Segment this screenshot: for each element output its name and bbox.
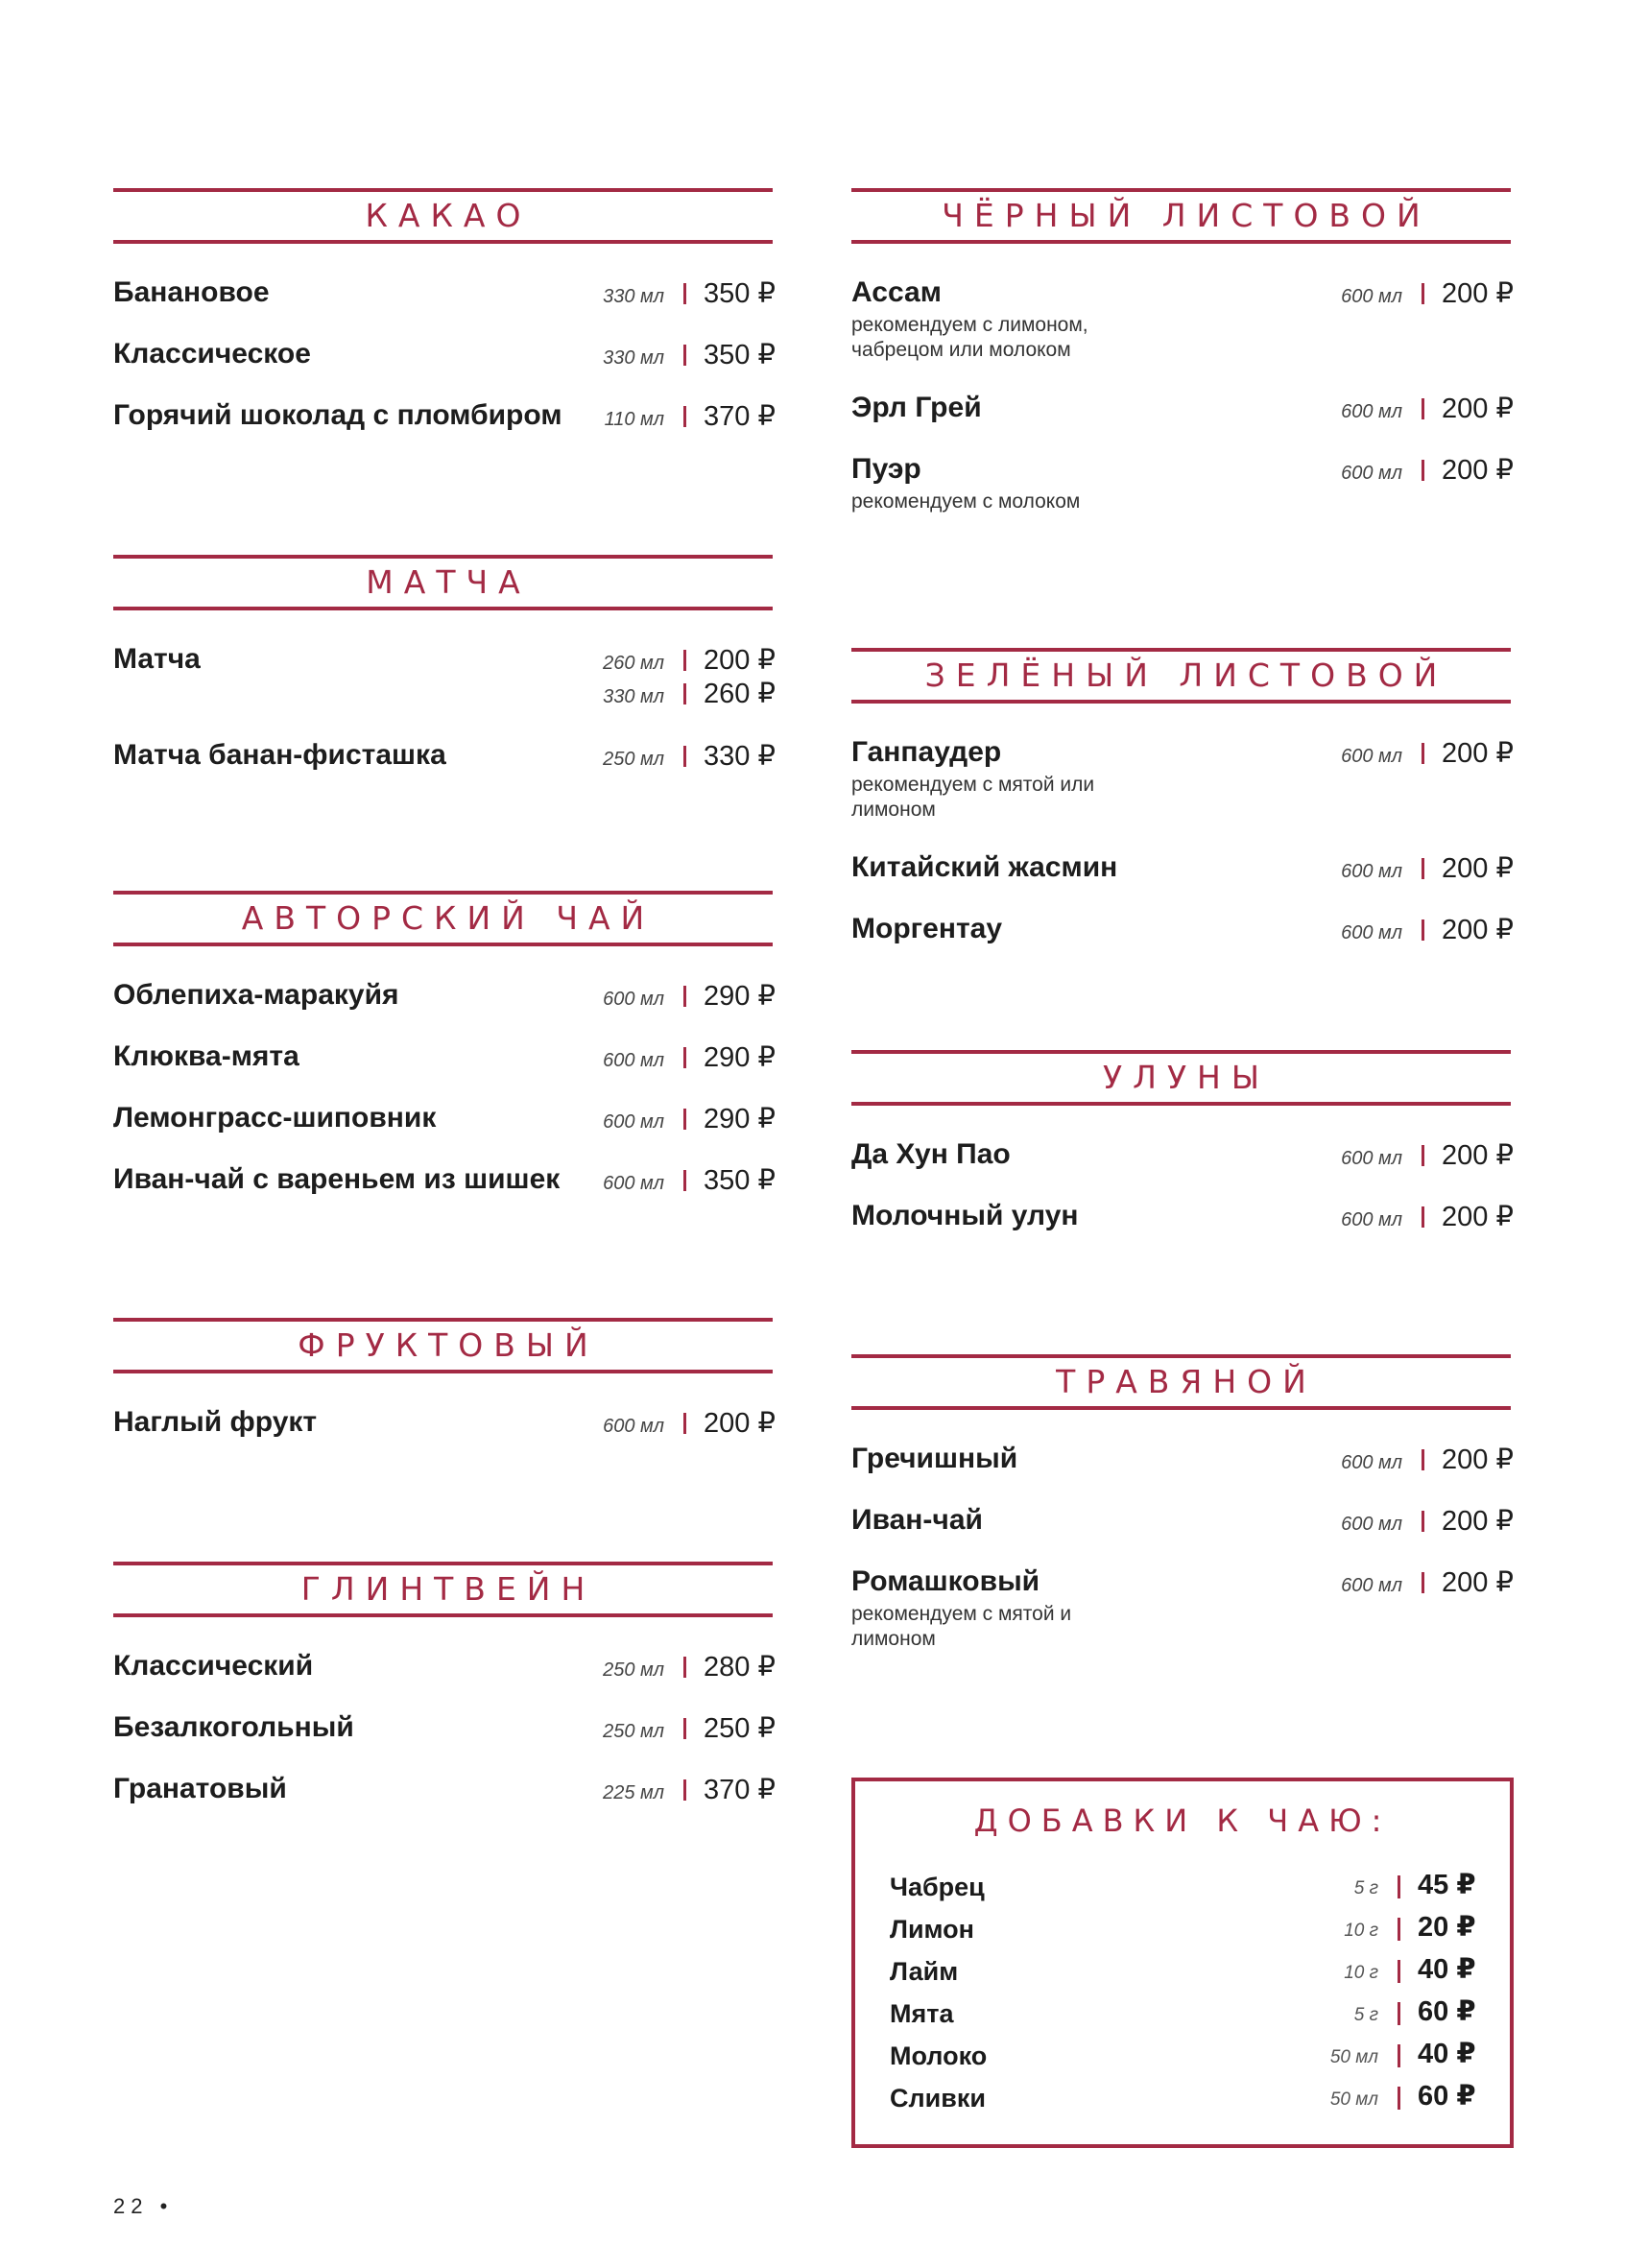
menu-section <box>851 1354 1514 1681</box>
price-block <box>1314 1565 1514 1599</box>
price-block <box>1314 1138 1514 1172</box>
section-header <box>113 555 773 610</box>
section-title: МАТЧА <box>366 563 531 601</box>
addon-price: 60 ₽ <box>1418 2081 1476 2112</box>
page-number: 22 • <box>113 2194 174 2218</box>
price-separator <box>1422 460 1424 481</box>
item-name: Иван-чай <box>851 1504 983 1536</box>
item-volume: 600 мл <box>603 1416 664 1437</box>
price-row <box>576 979 776 1013</box>
price-row <box>576 1711 776 1745</box>
price-row <box>1314 1565 1514 1599</box>
item-price: 200 ₽ <box>1442 1444 1514 1475</box>
price-separator <box>683 650 686 671</box>
menu-item <box>851 1565 1514 1652</box>
tea-addons-box <box>851 1778 1514 2148</box>
item-volume: 250 мл <box>603 749 664 770</box>
price-block <box>1314 851 1514 885</box>
menu-section <box>113 1318 776 1468</box>
item-price: 350 ₽ <box>704 278 776 309</box>
item-volume: 600 мл <box>1341 1514 1402 1535</box>
addon-name: Мята <box>890 1999 954 2028</box>
item-name: Гречишный <box>851 1443 1018 1474</box>
menu-item <box>113 338 776 370</box>
addon-item <box>890 2037 1475 2079</box>
item-volume: 330 мл <box>603 286 664 307</box>
item-price: 290 ₽ <box>704 1042 776 1073</box>
item-price: 250 ₽ <box>704 1713 776 1744</box>
price-block <box>576 1163 776 1197</box>
item-volume: 600 мл <box>603 1173 664 1194</box>
menu-item <box>851 1504 1514 1537</box>
section-title: ЗЕЛЁНЫЙ ЛИСТОВОЙ <box>924 657 1448 694</box>
item-volume: 600 мл <box>603 1050 664 1071</box>
addon-price: 40 ₽ <box>1418 1954 1476 1985</box>
price-separator <box>683 746 686 767</box>
menu-items <box>851 1443 1514 1652</box>
price-separator <box>683 345 686 366</box>
item-name: Наглый фрукт <box>113 1406 318 1438</box>
section-header <box>113 891 773 946</box>
price-separator <box>1422 1572 1424 1593</box>
section-header <box>851 648 1511 704</box>
price-block <box>1314 1443 1514 1476</box>
addon-price-block <box>1302 1952 1475 1991</box>
price-block <box>576 276 776 310</box>
price-row <box>1314 851 1514 885</box>
menu-item <box>851 851 1514 884</box>
menu-item <box>851 453 1514 514</box>
menu-item <box>113 643 776 710</box>
price-separator <box>683 1047 686 1068</box>
addon-item <box>890 1910 1475 1952</box>
menu-item <box>113 979 776 1012</box>
item-name: Моргентау <box>851 913 1003 944</box>
price-row <box>576 1163 776 1197</box>
menu-item <box>851 1138 1514 1171</box>
item-name: Иван-чай с вареньем из шишек <box>113 1163 561 1195</box>
section-header <box>113 188 773 244</box>
price-row <box>576 1650 776 1683</box>
addon-price-block <box>1302 1994 1475 2033</box>
menu-items <box>113 643 776 772</box>
menu-item <box>113 1163 776 1196</box>
price-row <box>1314 1138 1514 1172</box>
item-name: Облепиха-маракуйя <box>113 979 399 1011</box>
menu-item <box>113 1711 776 1744</box>
menu-item <box>113 1650 776 1683</box>
item-price: 200 ₽ <box>1442 278 1514 309</box>
price-block <box>1314 276 1514 310</box>
menu-section <box>113 188 776 461</box>
price-separator <box>683 406 686 427</box>
item-price: 330 ₽ <box>704 741 776 772</box>
section-title: КАКАО <box>365 197 532 234</box>
item-name: Гранатовый <box>113 1773 287 1804</box>
item-note: рекомендуем с молоком <box>851 490 1081 513</box>
price-row <box>576 677 776 710</box>
item-price: 280 ₽ <box>704 1652 776 1683</box>
section-title: ГЛИНТВЕЙН <box>300 1570 596 1608</box>
item-name: Матча <box>113 643 201 675</box>
item-name: Ромашковый <box>851 1565 1040 1597</box>
price-block <box>576 1773 776 1806</box>
menu-item <box>851 276 1514 363</box>
item-name: Матча банан-фисташка <box>113 739 446 771</box>
item-name: Ассам <box>851 276 942 308</box>
addon-price-block <box>1302 2079 1475 2117</box>
item-price: 200 ₽ <box>1442 394 1514 424</box>
item-volume: 600 мл <box>1341 1148 1402 1169</box>
menu-items <box>851 1138 1514 1232</box>
addon-price: 40 ₽ <box>1418 2039 1476 2069</box>
menu-item <box>851 1200 1514 1232</box>
addon-item <box>890 2079 1475 2121</box>
price-separator <box>683 1413 686 1434</box>
price-row <box>1314 453 1514 487</box>
section-header <box>113 1562 773 1617</box>
price-block <box>576 1040 776 1074</box>
item-volume: 600 мл <box>1341 1575 1402 1596</box>
addon-price-block <box>1302 1868 1475 1906</box>
price-row <box>576 276 776 310</box>
menu-item <box>113 739 776 772</box>
item-price: 350 ₽ <box>704 1165 776 1196</box>
item-name: Эрл Грей <box>851 392 982 423</box>
item-volume: 600 мл <box>1341 922 1402 943</box>
item-price: 200 ₽ <box>1442 915 1514 945</box>
menu-item <box>113 1102 776 1134</box>
menu-item <box>113 1773 776 1805</box>
item-volume: 250 мл <box>603 1721 664 1742</box>
price-row <box>576 1773 776 1806</box>
price-separator <box>1422 1511 1424 1532</box>
item-volume: 600 мл <box>603 989 664 1010</box>
item-name: Классический <box>113 1650 314 1682</box>
price-row <box>1314 1200 1514 1233</box>
price-separator <box>1422 858 1424 879</box>
menu-section <box>113 555 776 800</box>
price-block <box>576 1102 776 1135</box>
item-price: 200 ₽ <box>704 1408 776 1439</box>
addon-price: 45 ₽ <box>1418 1870 1476 1900</box>
price-separator <box>1398 2087 1400 2110</box>
price-separator <box>683 683 686 704</box>
item-name: Классическое <box>113 338 311 370</box>
item-volume: 600 мл <box>1341 1209 1402 1230</box>
price-separator <box>1398 1918 1400 1941</box>
item-price: 290 ₽ <box>704 1104 776 1134</box>
item-volume: 330 мл <box>603 686 664 707</box>
price-block <box>576 1650 776 1683</box>
addon-amount: 10 г <box>1344 1921 1378 1941</box>
price-separator <box>1398 1960 1400 1983</box>
price-block <box>1314 453 1514 487</box>
item-price: 200 ₽ <box>704 645 776 676</box>
menu-items <box>113 276 776 432</box>
menu-items <box>113 1406 776 1439</box>
item-price: 200 ₽ <box>1442 853 1514 884</box>
price-block <box>576 338 776 371</box>
price-row <box>576 1040 776 1074</box>
item-name: Да Хун Пао <box>851 1138 1011 1170</box>
section-header <box>851 188 1511 244</box>
item-volume: 600 мл <box>1341 1452 1402 1473</box>
item-price: 260 ₽ <box>704 679 776 709</box>
price-separator <box>1422 398 1424 419</box>
price-row <box>1314 392 1514 425</box>
item-volume: 250 мл <box>603 1659 664 1681</box>
item-volume: 600 мл <box>1341 861 1402 882</box>
price-separator <box>683 283 686 304</box>
price-separator <box>683 986 686 1007</box>
price-separator <box>683 1657 686 1678</box>
item-volume: 330 мл <box>603 347 664 369</box>
price-block <box>1314 736 1514 770</box>
price-row <box>1314 913 1514 946</box>
item-name: Китайский жасмин <box>851 851 1118 883</box>
menu-items <box>851 276 1514 514</box>
menu-item <box>113 276 776 309</box>
item-note: рекомендуем с мятой и лимоном <box>851 1603 1072 1650</box>
item-price: 370 ₽ <box>704 1775 776 1805</box>
price-row <box>1314 736 1514 770</box>
price-block <box>1314 913 1514 946</box>
price-separator <box>1398 2044 1400 2067</box>
price-separator <box>683 1170 686 1191</box>
addon-name: Сливки <box>890 2084 986 2113</box>
price-block <box>1314 1200 1514 1233</box>
menu-section <box>851 1050 1514 1261</box>
section-title: ЧЁРНЫЙ ЛИСТОВОЙ <box>942 197 1431 234</box>
price-separator <box>1422 919 1424 941</box>
item-volume: 260 мл <box>603 653 664 674</box>
item-volume: 110 мл <box>604 409 664 430</box>
price-separator <box>683 1779 686 1801</box>
menu-item <box>851 392 1514 424</box>
menu-item <box>851 736 1514 823</box>
price-separator <box>1398 1875 1400 1898</box>
price-block <box>576 1406 776 1440</box>
addon-amount: 5 г <box>1353 2005 1378 2025</box>
price-block <box>576 643 776 710</box>
item-name: Молочный улун <box>851 1200 1079 1231</box>
price-separator <box>1422 1206 1424 1228</box>
item-price: 200 ₽ <box>1442 1506 1514 1537</box>
addon-item <box>890 1952 1475 1994</box>
price-row <box>576 399 776 433</box>
menu-items <box>113 979 776 1196</box>
menu-section <box>851 648 1514 974</box>
addon-item <box>890 1994 1475 2037</box>
item-price: 200 ₽ <box>1442 1140 1514 1171</box>
addons-list <box>890 1868 1475 2121</box>
item-volume: 600 мл <box>603 1111 664 1133</box>
item-price: 350 ₽ <box>704 340 776 370</box>
addon-price: 20 ₽ <box>1418 1912 1476 1943</box>
price-separator <box>1398 2002 1400 2025</box>
addons-title: ДОБАВКИ К ЧАЮ: <box>973 1802 1392 1839</box>
price-row <box>576 643 776 677</box>
addon-name: Лайм <box>890 1957 959 1986</box>
item-note: рекомендуем с лимоном, чабрецом или молоком <box>851 314 1088 361</box>
price-separator <box>683 1718 686 1739</box>
price-row <box>576 739 776 773</box>
item-volume: 600 мл <box>1341 463 1402 484</box>
menu-item <box>113 1040 776 1073</box>
addon-name: Чабрец <box>890 1873 985 1901</box>
price-block <box>576 1711 776 1745</box>
price-row <box>1314 276 1514 310</box>
item-price: 370 ₽ <box>704 401 776 432</box>
item-name: Клюква-мята <box>113 1040 299 1072</box>
menu-item <box>851 1443 1514 1475</box>
price-block <box>1314 1504 1514 1538</box>
price-separator <box>683 1109 686 1130</box>
item-price: 200 ₽ <box>1442 738 1514 769</box>
addon-amount: 5 г <box>1353 1878 1378 1898</box>
section-title: АВТОРСКИЙ ЧАЙ <box>241 899 656 937</box>
addon-price: 60 ₽ <box>1418 1996 1476 2027</box>
item-name: Банановое <box>113 276 270 308</box>
addon-amount: 10 г <box>1344 1963 1378 1983</box>
price-separator <box>1422 283 1424 304</box>
menu-section <box>113 1562 776 1834</box>
item-name: Лемонграсс-шиповник <box>113 1102 437 1134</box>
price-block <box>576 399 776 433</box>
section-header <box>851 1050 1511 1106</box>
price-row <box>576 1102 776 1135</box>
section-title: ФРУКТОВЫЙ <box>298 1326 599 1364</box>
item-name: Безалкогольный <box>113 1711 354 1743</box>
item-price: 200 ₽ <box>1442 1202 1514 1232</box>
price-separator <box>1422 1449 1424 1470</box>
item-name: Пуэр <box>851 453 921 485</box>
price-block <box>576 979 776 1013</box>
item-price: 200 ₽ <box>1442 455 1514 486</box>
addon-price-block <box>1302 1910 1475 1948</box>
section-header <box>113 1318 773 1373</box>
item-name: Горячий шоколад с пломбиром <box>113 399 562 431</box>
item-volume: 225 мл <box>603 1782 664 1803</box>
item-name: Ганпаудер <box>851 736 1002 768</box>
section-header <box>851 1354 1511 1410</box>
addon-price-block <box>1302 2037 1475 2075</box>
menu-items <box>113 1650 776 1805</box>
section-title: ТРАВЯНОЙ <box>1056 1363 1317 1400</box>
addon-amount: 50 мл <box>1329 2047 1378 2067</box>
item-volume: 600 мл <box>1341 746 1402 767</box>
price-separator <box>1422 743 1424 764</box>
menu-items <box>851 736 1514 945</box>
price-block <box>1314 392 1514 425</box>
section-title: УЛУНЫ <box>1103 1059 1270 1096</box>
menu-item <box>113 399 776 432</box>
addon-name: Молоко <box>890 2041 988 2070</box>
addon-amount: 50 мл <box>1329 2089 1378 2110</box>
item-volume: 600 мл <box>1341 401 1402 422</box>
item-note: рекомендуем с мятой или лимоном <box>851 774 1095 821</box>
menu-item <box>851 913 1514 945</box>
price-row <box>576 338 776 371</box>
menu-item <box>113 1406 776 1439</box>
item-price: 200 ₽ <box>1442 1567 1514 1598</box>
price-row <box>1314 1504 1514 1538</box>
price-row <box>1314 1443 1514 1476</box>
menu-section <box>113 891 776 1225</box>
menu-section <box>851 188 1514 543</box>
addon-name: Лимон <box>890 1915 974 1944</box>
price-block <box>576 739 776 773</box>
addon-item <box>890 1868 1475 1910</box>
price-row <box>576 1406 776 1440</box>
item-price: 290 ₽ <box>704 981 776 1012</box>
price-separator <box>1422 1145 1424 1166</box>
item-volume: 600 мл <box>1341 286 1402 307</box>
